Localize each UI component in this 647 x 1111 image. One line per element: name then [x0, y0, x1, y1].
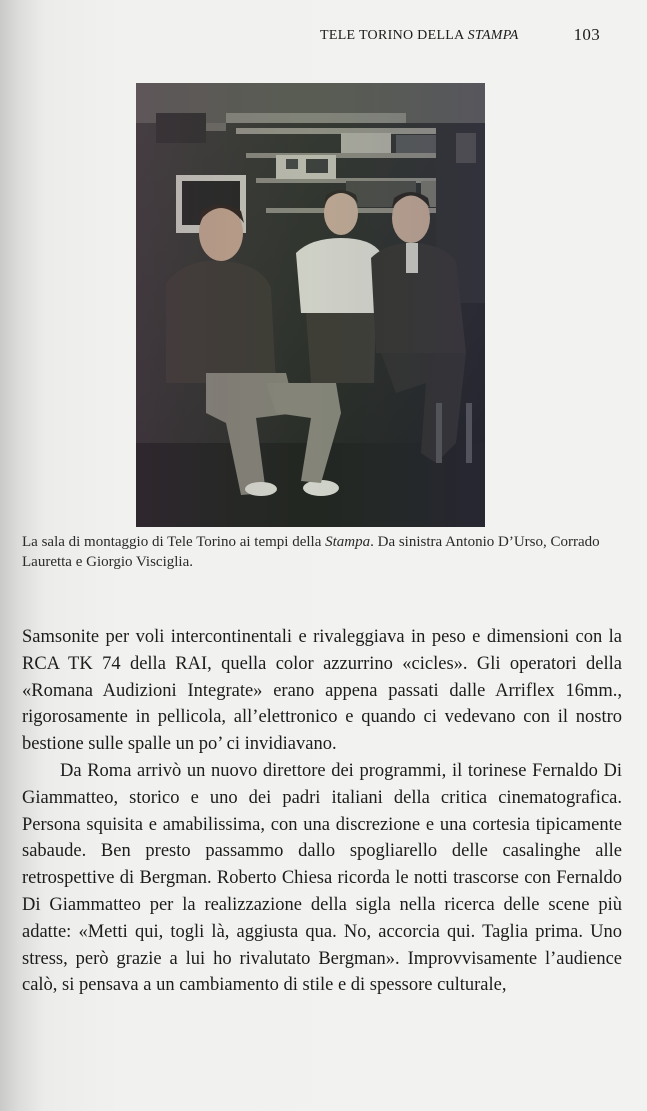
- body-text: [22, 624, 622, 999]
- running-title: TELE TORINO DELLA STAMPA: [320, 28, 519, 43]
- editing-room-photo: [136, 83, 485, 527]
- page-number: 103: [573, 25, 600, 44]
- photograph: [136, 83, 485, 527]
- paragraph: Samsonite per voli intercontinentali e rivaleggiava in peso e dimensioni con la RCA TK 74 della RAI, quella color azzurrino «cicles». Gli operatori della «Romana Audizioni Integrate» erano appena passati dalle Arriflex 16mm., rigorosamente in pellicola, all’elettronico e quando ci vedevano con il nostro bestione sulle spalle un po’ ci invidiavano.: [22, 627, 622, 755]
- paragraph: Da Roma arrivò un nuovo direttore dei programmi, il torinese Fernaldo Di Giammatteo, storico e uno dei padri italiani della critica cinematografica. Persona squisita e amabilissima, con una discrezione e una cortesia tipicamente sabaude. Ben presto passammo dallo spogliarello delle casalinghe alle retrospettive di Bergman. Roberto Chiesa ricorda le notti trascorse con Fernaldo Di Giammatteo per la realizzazione della sigla nella ricerca delle scene più adatte: «Metti qui, togli là, aggiusta qua. No, accorcia qui. Taglia prima. Uno stress, però grazie a lui ho rivalutato Bergman». Improvvisamente l’audience calò, si pensava a un cambiamento di stile e di spessore culturale,: [22, 760, 622, 996]
- photo-caption: La sala di montaggio di Tele Torino ai tempi della Stampa. Da sinistra Antonio D’Urso, Corrado Lauretta e Giorgio Visciglia.: [22, 534, 600, 570]
